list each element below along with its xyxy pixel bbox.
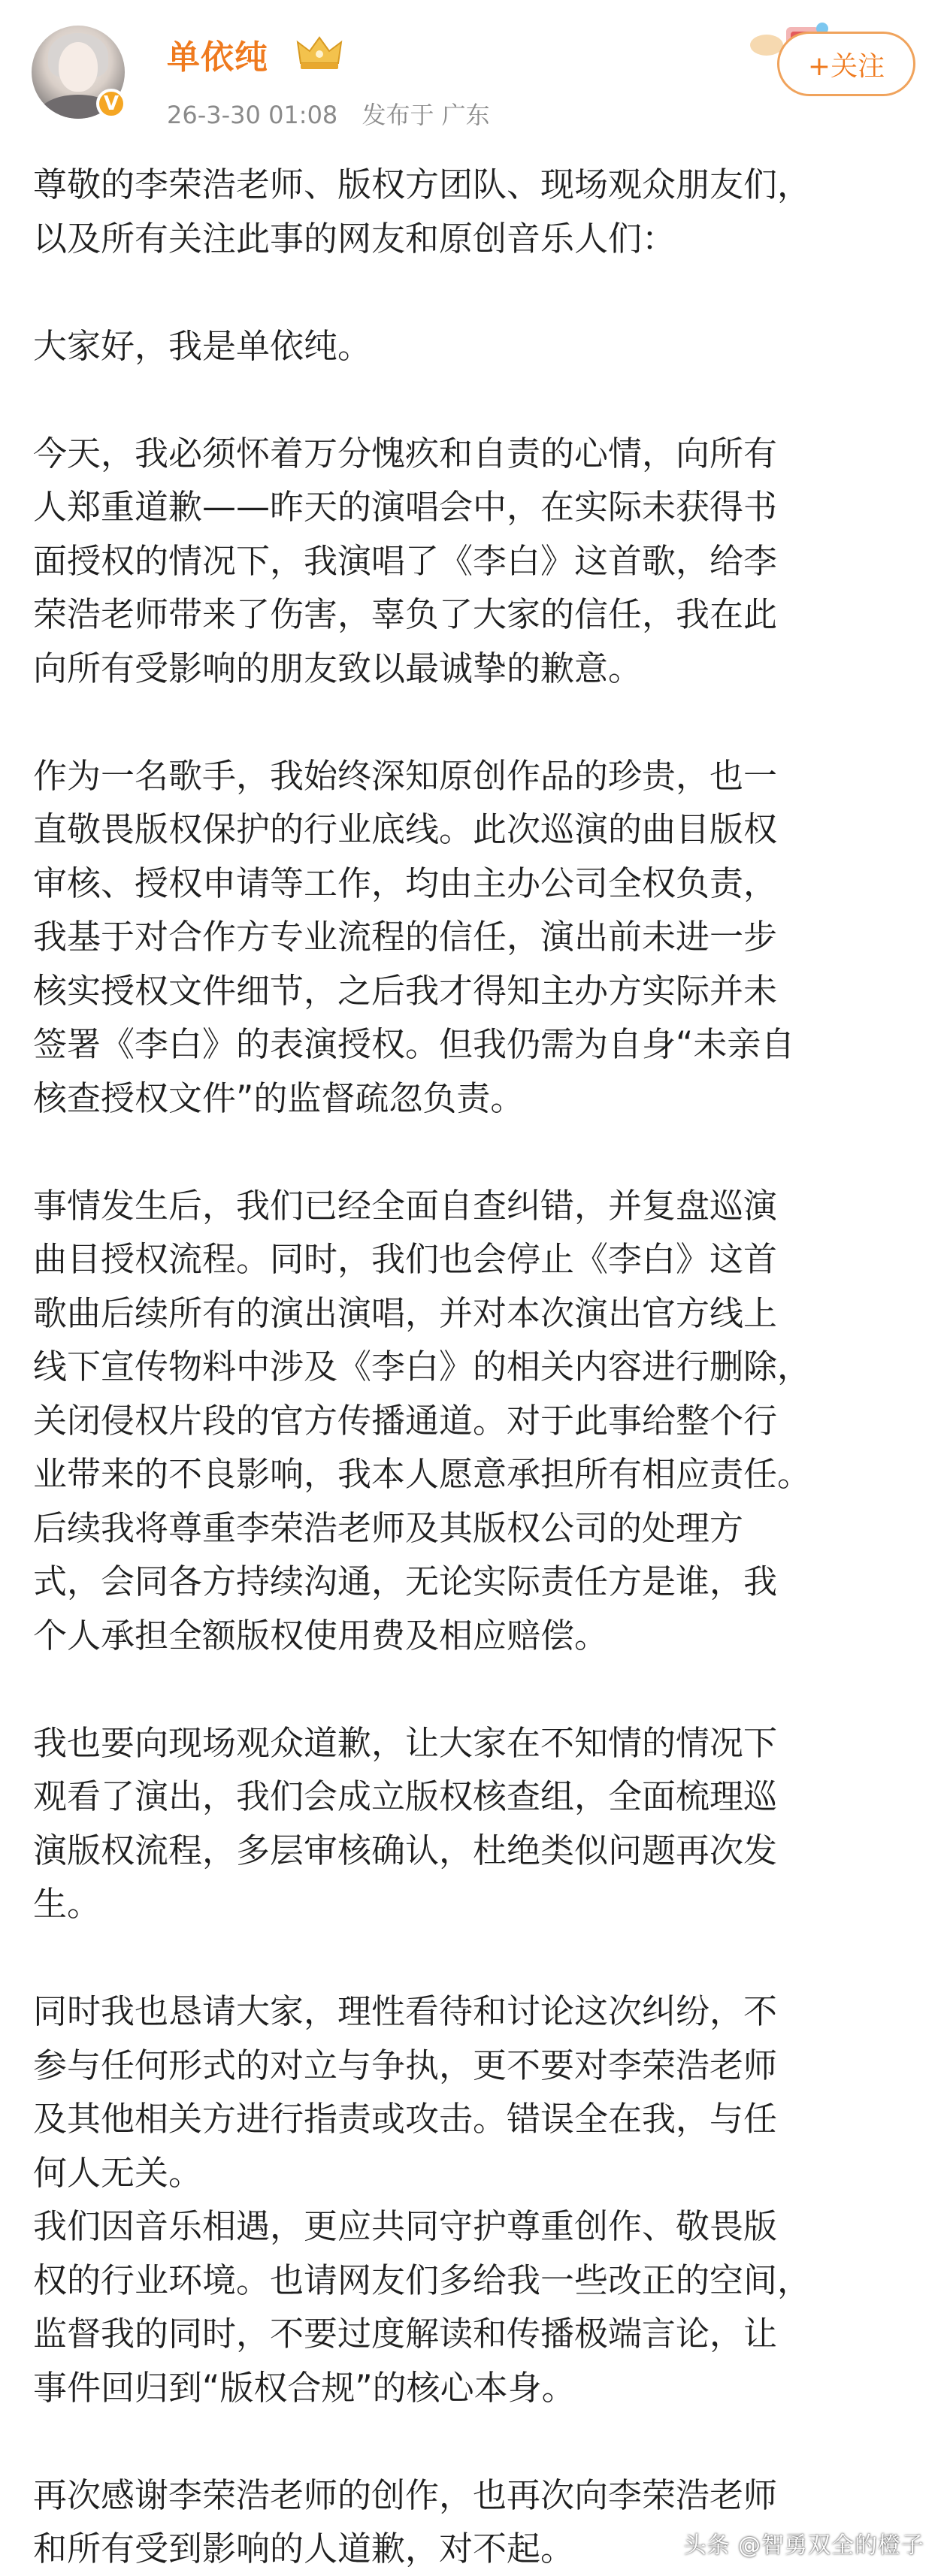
post-body <box>33 158 920 2576</box>
post-location: 发布于 广东 <box>362 101 490 129</box>
paragraph-greeting: 大家好，我是单依纯。 <box>33 325 372 366</box>
watermark: 头条 @智勇双全的橙子 <box>683 2532 924 2559</box>
paragraph-closing: 再次感谢李荣浩老师的创作，也再次向李荣浩老师 和所有受到影响的人道歉，对不起。 <box>33 2475 778 2568</box>
paragraph-request: 同时我也恳请大家，理性看待和讨论这次纠纷，不 参与任何形式的对立与争执，更不要对李荣浩老师 及其他相关方进行指责或攻击。错误全在我，与任 何人无关。 <box>33 1991 778 2193</box>
paragraph-explanation: 作为一名歌手，我始终深知原创作品的珍贵，也一 直敬畏版权保护的行业底线。此次巡演的曲目版权 审核、授权申请等工作，均由主办公司全权负责， 我基于对合作方专业流程的信任，演出前未进一步 核实授权文件细节，之后我才得知主办方实际并未 签署《李白》的表演授权。但我仍需为自身“未亲自 核查授权文件”的监督疏忽负责。 <box>33 755 795 1118</box>
paragraph-salutation: 尊敬的李荣浩老师、版权方团队、现场观众朋友们， 以及所有关注此事的网友和原创音乐人们： <box>33 165 812 259</box>
crown-icon <box>295 33 344 74</box>
paragraph-actions: 事情发生后，我们已经全面自查纠错，并复盘巡演 曲目授权流程。同时，我们也会停止《李白》这首 歌曲后续所有的演出演唱，并对本次演出官方线上 线下宣传物料中涉及《李白》的相关内容进行删除， 关闭侵权片段的官方传播通道。对于此事给整个行 业带来的不良影响，我本人愿意承担所有相应责任。 后续我将尊重李荣浩老师及其版权公司的处理方 式，会同各方持续沟通，无论实际责任方是谁，我 个人承担全额版权使用费及相应赔偿。 <box>33 1185 812 1655</box>
post-header <box>0 0 947 143</box>
post-time: 26-3-30 01:08 <box>167 101 338 129</box>
author-name[interactable]: 单依纯 <box>167 38 268 77</box>
paragraph-apology: 今天，我必须怀着万分愧疚和自责的心情，向所有 人郑重道歉——昨天的演唱会中，在实际未获得书 面授权的情况下，我演唱了《李白》这首歌，给李 荣浩老师带来了伤害，辜负了大家的信任，我在此 向所有受影响的朋友致以最诚挚的歉意。 <box>33 433 778 688</box>
post-meta <box>167 96 507 131</box>
paragraph-audience-apology: 我也要向现场观众道歉，让大家在不知情的情况下 观看了演出，我们会成立版权核查组，全面梳理巡 演版权流程，多层审核确认，杜绝类似问题再次发 生。 <box>33 1722 778 1924</box>
verified-badge-icon: V <box>96 89 126 119</box>
paragraph-industry: 我们因音乐相遇，更应共同守护尊重创作、敬畏版 权的行业环境。也请网友们多给我一些改正的空间， 监督我的同时，不要过度解读和传播极端言论，让 事件回归到“版权合规”的核心本身。 <box>33 2206 812 2408</box>
follow-button[interactable]: +关注 <box>777 32 915 96</box>
